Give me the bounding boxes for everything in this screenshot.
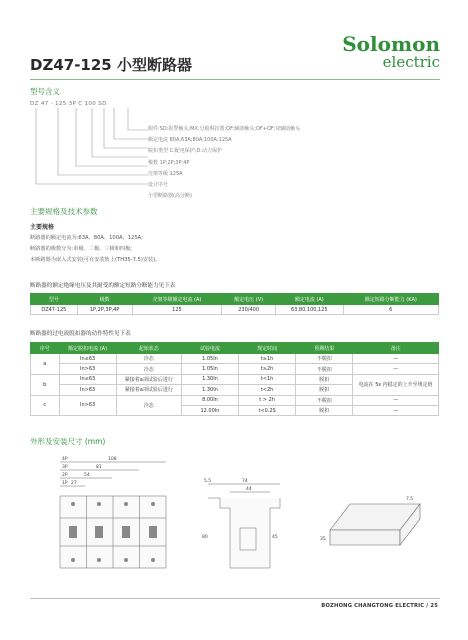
rail-drawing: [320, 490, 430, 560]
table-cell: —: [353, 405, 439, 415]
spec-heading: 主要规格: [30, 224, 55, 231]
table-cell: In>63: [59, 364, 116, 374]
table-cell: —: [353, 354, 439, 364]
side-depth-label: 44: [246, 487, 252, 492]
table2-caption: 断路器的过电流脱扣器的动作特性见下表: [30, 331, 131, 337]
table-cell: 1P,2P,3P,4P: [77, 305, 132, 315]
table-cell: 12.00In: [181, 405, 238, 415]
model-code: DZ 47 - 125 3P C 100 SD: [30, 101, 107, 107]
table-cell: 电流在 5s 内稳定的上升至规定值: [353, 374, 439, 395]
height-label: 80: [202, 535, 208, 540]
legend-item: 附件:SD:报警触头;MX:分励脱扣器;OF:辅助触头;OF+OF:双辅助触头: [148, 126, 301, 132]
table-header: 壳架等级额定电流 (A): [132, 294, 222, 305]
pole-label: 4P: [62, 457, 68, 462]
table-cell: 1.05In: [181, 354, 238, 364]
model-legend-lines: [30, 108, 150, 194]
table-cell: In≤63: [59, 374, 116, 384]
table-cell: b: [31, 374, 60, 395]
table-header: 额定电压 (V): [222, 294, 276, 305]
table-header: 型号: [31, 294, 78, 305]
legend-item: 极数 1P;2P;3P;4P: [148, 159, 190, 166]
table-header: 额定脱扣电流 (A): [59, 343, 116, 354]
table-header: 起始状态: [116, 343, 181, 354]
table-cell: c: [31, 395, 60, 416]
table-cell: 脱扣: [296, 385, 353, 395]
table-cell: —: [353, 364, 439, 374]
table-header: 极数: [77, 294, 132, 305]
footer-divider: [30, 598, 440, 599]
width-label: 81: [96, 465, 102, 470]
height-label: 45: [272, 535, 278, 540]
rail-label: 7.5: [406, 497, 414, 502]
table-cell: 6: [343, 305, 438, 315]
table-cell: 脱扣: [296, 374, 353, 384]
table-cell: 1.30In: [181, 374, 238, 384]
section-dims-title: 外形及安装尺寸 (mm): [30, 437, 106, 446]
width-label: 54: [84, 473, 90, 478]
table-cell: t≥2h: [239, 364, 296, 374]
table-cell: In≤63: [59, 354, 116, 364]
legend-item: 壳架等级 125A: [148, 170, 183, 177]
legend-item: 脱扣类型 C:配电保护;D:动力保护: [148, 148, 222, 155]
table1-caption: 断路器的额定绝缘电压及其耐受的额定短路分断能力见下表: [30, 283, 176, 289]
spec-line: 断路器的额定电流为:63A、80A、100A、125A;: [30, 235, 143, 241]
legend-item: 额定电流 80A;63A;80A;100A;125A: [148, 137, 232, 144]
table-cell: 63,80,100,125: [276, 305, 344, 315]
table-row: [31, 395, 439, 405]
table-header: 序号: [31, 343, 60, 354]
side-view-drawing: [200, 478, 290, 578]
table-cell: t<0.2S: [239, 405, 296, 415]
table-cell: 脱扣: [296, 405, 353, 415]
table-row: [31, 374, 439, 384]
table-cell: t≥1h: [239, 354, 296, 364]
trip-characteristic-table: [30, 342, 439, 416]
table-cell: t > 2h: [239, 395, 296, 405]
section-specs-title: 主要规格及技术参数: [30, 207, 98, 216]
table-cell: 不脱扣: [296, 395, 353, 405]
section-model-title: 型号含义: [30, 87, 60, 96]
pole-label: 3P: [62, 465, 68, 470]
pole-label: 1P: [62, 481, 68, 486]
table-row: [31, 305, 439, 315]
rail-label: 35: [320, 537, 326, 542]
rating-table: [30, 293, 439, 315]
table-cell: 不脱扣: [296, 354, 353, 364]
table-header: 预期结果: [296, 343, 353, 354]
table-cell: 冷态: [116, 354, 181, 364]
table-cell: 紧接着a项试验后进行: [116, 385, 181, 395]
table-header: 试验电流: [181, 343, 238, 354]
table-cell: 冷态: [116, 364, 181, 374]
spec-line: 本断路器为嵌入式安装(可在安装轨上(TH35-7.5)安装)。: [30, 257, 161, 264]
table-header: 规定时间: [239, 343, 296, 354]
table-cell: 不脱扣: [296, 364, 353, 374]
table-cell: t<2h: [239, 385, 296, 395]
brand-sub: electric: [382, 53, 440, 71]
title-divider: [30, 79, 440, 80]
pole-label: 2P: [62, 473, 68, 478]
brand-name: Solomon: [342, 32, 440, 56]
table-cell: t<1h: [239, 374, 296, 384]
table-row: [31, 364, 439, 374]
width-label: 108: [108, 457, 117, 462]
table-cell: 紧接着a项试验后进行: [116, 374, 181, 384]
table-cell: DZ47-125: [31, 305, 78, 315]
legend-item: 设计序号: [148, 182, 169, 189]
table-cell: 8.00In: [181, 395, 238, 405]
table-header: 额定短路分断能力 (KA): [343, 294, 438, 305]
table-cell: 1.30In: [181, 385, 238, 395]
table-cell: —: [353, 395, 439, 405]
side-width-label: 74: [242, 479, 248, 484]
front-view-drawing: [58, 456, 178, 576]
footer-text: BOZHONG CHANGTONG ELECTRIC / 25: [321, 603, 438, 609]
brand-logo: [342, 34, 440, 70]
width-label: 27: [71, 481, 77, 486]
page-title: DZ47-125 小型断路器: [30, 56, 192, 74]
table-header: 额定电流 (A): [276, 294, 344, 305]
table-header: 备注: [353, 343, 439, 354]
table-cell: 1.05In: [181, 364, 238, 374]
table-cell: 230/400: [222, 305, 276, 315]
table-cell: 125: [132, 305, 222, 315]
spec-line: 断路器的极数分为:单极、二极、三极和四极;: [30, 246, 133, 253]
spec-lines: [30, 233, 160, 267]
table-cell: In>63: [59, 385, 116, 395]
table-row: [31, 354, 439, 364]
model-legend-list: [148, 124, 300, 202]
table-cell: a: [31, 354, 60, 375]
table-cell: 冷态: [116, 395, 181, 416]
table-cell: In>63: [59, 395, 116, 416]
side-top-label: 5.5: [204, 479, 212, 484]
legend-item: 小型断路器(高分断): [148, 193, 192, 200]
